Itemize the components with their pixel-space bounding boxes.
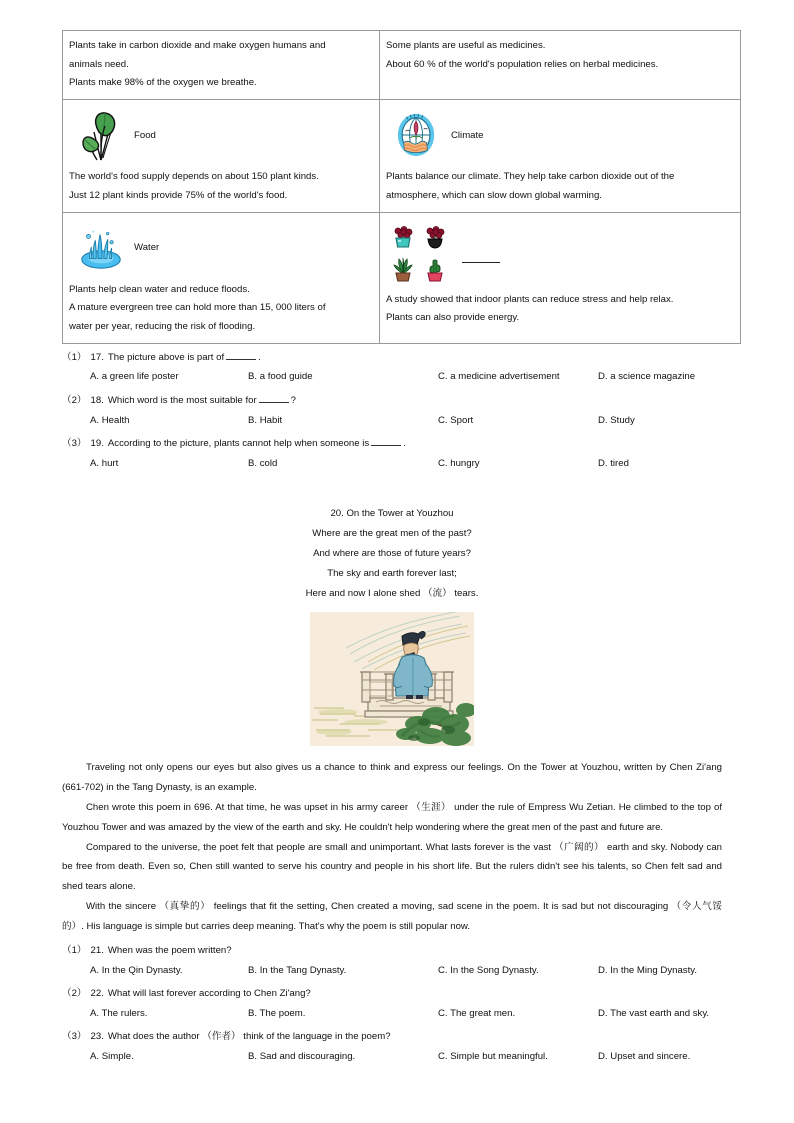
option-d[interactable]: D. a science magazine [598,371,696,383]
option-d[interactable]: D. The vast earth and sky. [598,1007,710,1019]
question-22-options [62,1004,722,1024]
reading-passage [62,758,722,937]
question-23-marker: （3） [62,1031,87,1043]
option-d[interactable]: D. Study [598,414,635,426]
question-23-options [62,1047,722,1067]
question-18-options [62,411,722,431]
answer-blank [259,393,289,403]
question-19-stem [62,434,722,454]
question-23-number: 23. [90,1031,104,1043]
question-21-text: When was the poem written? [107,944,232,956]
potted-cactus-icon [420,255,450,285]
water-icon-label: Water [134,242,160,254]
cell-text-line: atmosphere, which can slow down global warming. [386,189,602,201]
poem-title: 20. On the Tower at Youzhou [330,507,454,519]
question-19-number: 19. [90,438,104,450]
option-b[interactable]: B. a food guide [248,371,313,383]
question-18-text: Which word is the most suitable for [107,394,257,406]
answer-blank [371,436,401,446]
food-icon-row [77,108,374,164]
passage-paragraph: Compared to the universe, the poet felt that people are small and unimportant. What lasts forever is the vast （广阔的） earth and sky. Nobody can be free from death. Even so, Chen still wanted to serve his country and people in his short life. But the rulers didn't see his talents, so Chen felt sad and shed tears alone. [62,841,722,893]
question-21-number: 21. [90,944,104,956]
cell-text-line: Plants make 98% of the oxygen we breathe. [69,77,257,89]
food-icon-label: Food [134,129,156,141]
potted-aloe-icon [388,255,418,285]
table-cell-oxygen [63,31,380,100]
question-17-options [62,367,722,387]
option-c[interactable]: C. In the Song Dynasty. [438,964,539,976]
question-17-number: 17. [90,351,104,363]
question-17-punct: . [258,351,261,363]
option-d[interactable]: D. Upset and sincere. [598,1051,691,1063]
question-19-text: According to the picture, plants cannot help when someone is [107,438,370,450]
water-splash-icon [77,223,125,275]
question-17-text: The picture above is part of [107,351,225,363]
question-22-number: 22. [90,988,104,1000]
passage-paragraph: Traveling not only opens our eyes but also gives us a chance to think and express our feelings. On the Tower at Youzhou, written by Chen Zi'ang (661-702) in the Tang Dynasty, is an example. [62,762,722,794]
question-22-text: What will last forever according to Chen Zi'ang? [107,988,311,1000]
question-19 [62,434,722,473]
table-row [63,31,741,100]
plants-info-table [62,30,741,344]
table-cell-food [63,100,380,212]
cell-text-line: Plants can also provide energy. [386,312,520,324]
table-cell-water [63,212,380,343]
option-a[interactable]: A. The rulers. [90,1007,148,1019]
option-c[interactable]: C. hungry [438,457,480,469]
option-b[interactable]: B. In the Tang Dynasty. [248,964,347,976]
table-cell-medicine [380,31,741,100]
climate-icon-row [394,108,735,164]
question-18-marker: （2） [62,394,87,406]
cell-text-line: Just 12 plant kinds provide 75% of the world's food. [69,189,288,201]
questions-21-23 [62,941,722,1067]
table-cell-indoor-plants [380,212,741,343]
poem-block [62,504,722,605]
question-18-punct: ? [290,394,296,406]
question-19-options [62,454,722,474]
ancient-chinese-scholar-on-tower-painting [310,612,474,746]
potted-plants-grid [388,223,450,285]
globe-climate-icon [394,110,442,162]
cell-text-line: A mature evergreen tree can hold more than 15, 000 liters of [69,302,326,314]
option-a[interactable]: A. hurt [90,457,119,469]
answer-blank [226,350,256,360]
cell-text-line: A study showed that indoor plants can reduce stress and help relax. [386,293,674,305]
table-row [63,100,741,212]
question-22 [62,984,722,1023]
poem-line: Where are the great men of the past? [312,527,472,539]
option-c[interactable]: C. Simple but meaningful. [438,1051,548,1063]
question-17-marker: （1） [62,351,87,363]
cell-text-line: About 60 % of the world's population relies on herbal medicines. [386,58,659,70]
page-content [62,30,722,1067]
cell-text-line: Some plants are useful as medicines. [386,40,546,51]
passage-paragraph: With the sincere （真挚的） feelings that fit the setting, Chen created a moving, sad scene in the poem. It is sad but not discouraging （令人气馁的）. His language is simple but carries deep meaning. That's why the poem is still popular now. [62,901,722,933]
question-18-stem [62,391,722,411]
option-b[interactable]: B. The poem. [248,1007,306,1019]
option-d[interactable]: D. tired [598,457,629,469]
question-18-number: 18. [90,394,104,406]
cell-text-line: water per year, reducing the risk of flooding. [69,320,256,332]
option-b[interactable]: B. Sad and discouraging. [248,1051,356,1063]
question-19-marker: （3） [62,438,87,450]
questions-17-19 [62,348,722,474]
option-a[interactable]: A. Health [90,414,130,426]
option-a[interactable]: A. In the Qin Dynasty. [90,964,183,976]
question-21 [62,941,722,980]
option-c[interactable]: C. a medicine advertisement [438,371,560,383]
table-cell-climate [380,100,741,212]
question-21-marker: （1） [62,944,87,956]
question-17 [62,348,722,387]
question-22-marker: （2） [62,988,87,1000]
question-23-stem [62,1027,722,1047]
table-row [63,212,741,343]
question-23 [62,1027,722,1066]
option-a[interactable]: A. a green life poster [90,371,179,383]
potted-plants-icon [388,223,735,285]
potted-flower-teal-icon [388,223,418,253]
option-b[interactable]: B. cold [248,457,278,469]
cell-text-line: The world's food supply depends on about 150 plant kinds. [69,171,319,183]
answer-blank-line [462,262,500,263]
question-21-stem [62,941,722,961]
poem-line: Here and now I alone shed （流） tears. [305,588,479,600]
cell-text-line: Plants take in carbon dioxide and make oxygen humans and [69,40,326,51]
question-18 [62,391,722,430]
climate-icon-label: Climate [451,129,484,141]
cell-text-line: Plants help clean water and reduce floods. [69,283,250,295]
option-d[interactable]: D. In the Ming Dynasty. [598,964,697,976]
question-17-stem [62,348,722,368]
question-19-punct: . [403,438,406,450]
option-c[interactable]: C. The great men. [438,1007,516,1019]
option-c[interactable]: C. Sport [438,414,474,426]
option-a[interactable]: A. Simple. [90,1051,134,1063]
potted-flower-black-icon [420,223,450,253]
question-21-options [62,961,722,981]
cell-text-line: Plants balance our climate. They help take carbon dioxide out of the [386,171,675,183]
passage-paragraph: Chen wrote this poem in 696. At that time, he was upset in his army career （生涯） under the rule of Empress Wu Zetian. He climbed to the top of Youzhou Tower and was amazed by the view of the earth and sky. He couldn't help wondering where the great men of the past and future are. [62,801,722,833]
question-23-text: What does the author （作者） think of the language in the poem? [107,1031,391,1043]
poem-line: And where are those of future years? [313,547,471,559]
cell-text-line: animals need. [69,58,129,70]
leafy-greens-icon [77,110,125,162]
water-icon-row [77,221,374,277]
option-b[interactable]: B. Habit [248,414,283,426]
question-22-stem [62,984,722,1004]
poem-line: The sky and earth forever last; [327,567,457,579]
